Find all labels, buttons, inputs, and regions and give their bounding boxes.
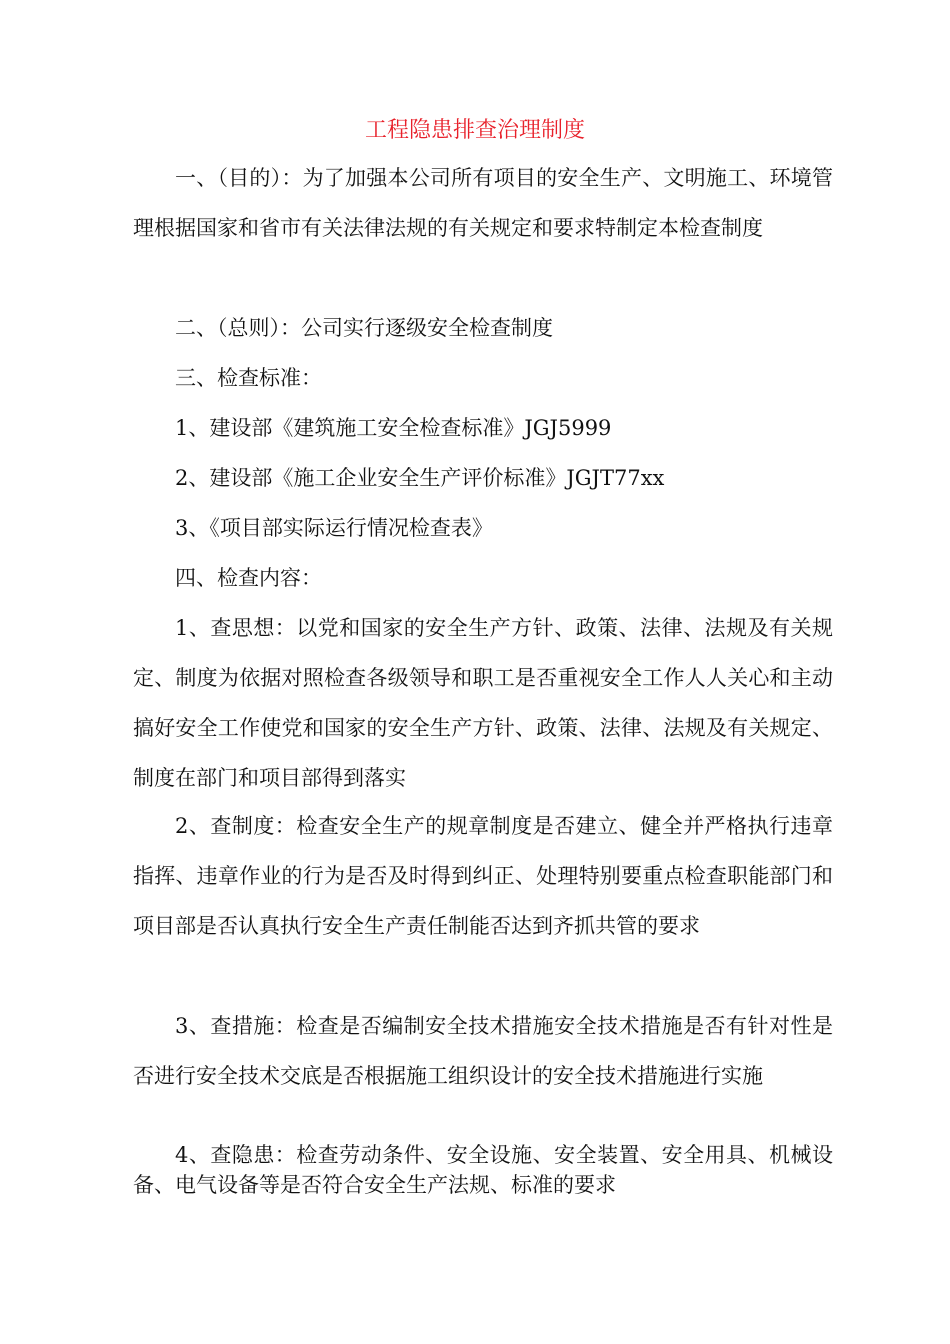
paragraph-check-hazards: 4、查隐患：检查劳动条件、安全设施、安全装置、安全用具、机械设备、电气设备等是否符合安全生产法规、标准的要求: [133, 1143, 833, 1197]
paragraph-check-thought: 1、查思想：以党和国家的安全生产方针、政策、法律、法规及有关规定、制度为依据对照检查各级领导和职工是否重视安全工作人人关心和主动搞好安全工作使党和国家的安全生产方针、政策、法律、法规及有关规定、制度在部门和项目部得到落实: [133, 616, 833, 790]
paragraph-standard-3: 3、《项目部实际运行情况检查表》: [175, 516, 493, 540]
paragraph-standard-1: 1、建设部《建筑施工安全检查标准》JGJ5999: [175, 416, 612, 440]
document-title: 工程隐患排查治理制度: [364, 118, 585, 143]
paragraph-content-heading: 四、检查内容：: [175, 566, 322, 590]
paragraph-check-system: 2、查制度：检查安全生产的规章制度是否建立、健全并严格执行违章指挥、违章作业的行为是否及时得到纠正、处理特别要重点检查职能部门和项目部是否认真执行安全生产责任制能否达到齐抓共管的要求: [133, 814, 833, 938]
paragraph-standard-2: 2、建设部《施工企业安全生产评价标准》JGJT77xx: [175, 466, 665, 490]
paragraph-purpose: 一、（目的）：为了加强本公司所有项目的安全生产、文明施工、环境管理根据国家和省市有关法律法规的有关规定和要求特制定本检查制度: [133, 166, 833, 240]
paragraph-standards-heading: 三、检查标准：: [175, 366, 322, 390]
paragraph-general: 二、（总则）：公司实行逐级安全检查制度: [175, 316, 553, 340]
paragraph-check-measures: 3、查措施：检查是否编制安全技术措施安全技术措施是否有针对性是否进行安全技术交底是否根据施工组织设计的安全技术措施进行实施: [133, 1014, 833, 1088]
